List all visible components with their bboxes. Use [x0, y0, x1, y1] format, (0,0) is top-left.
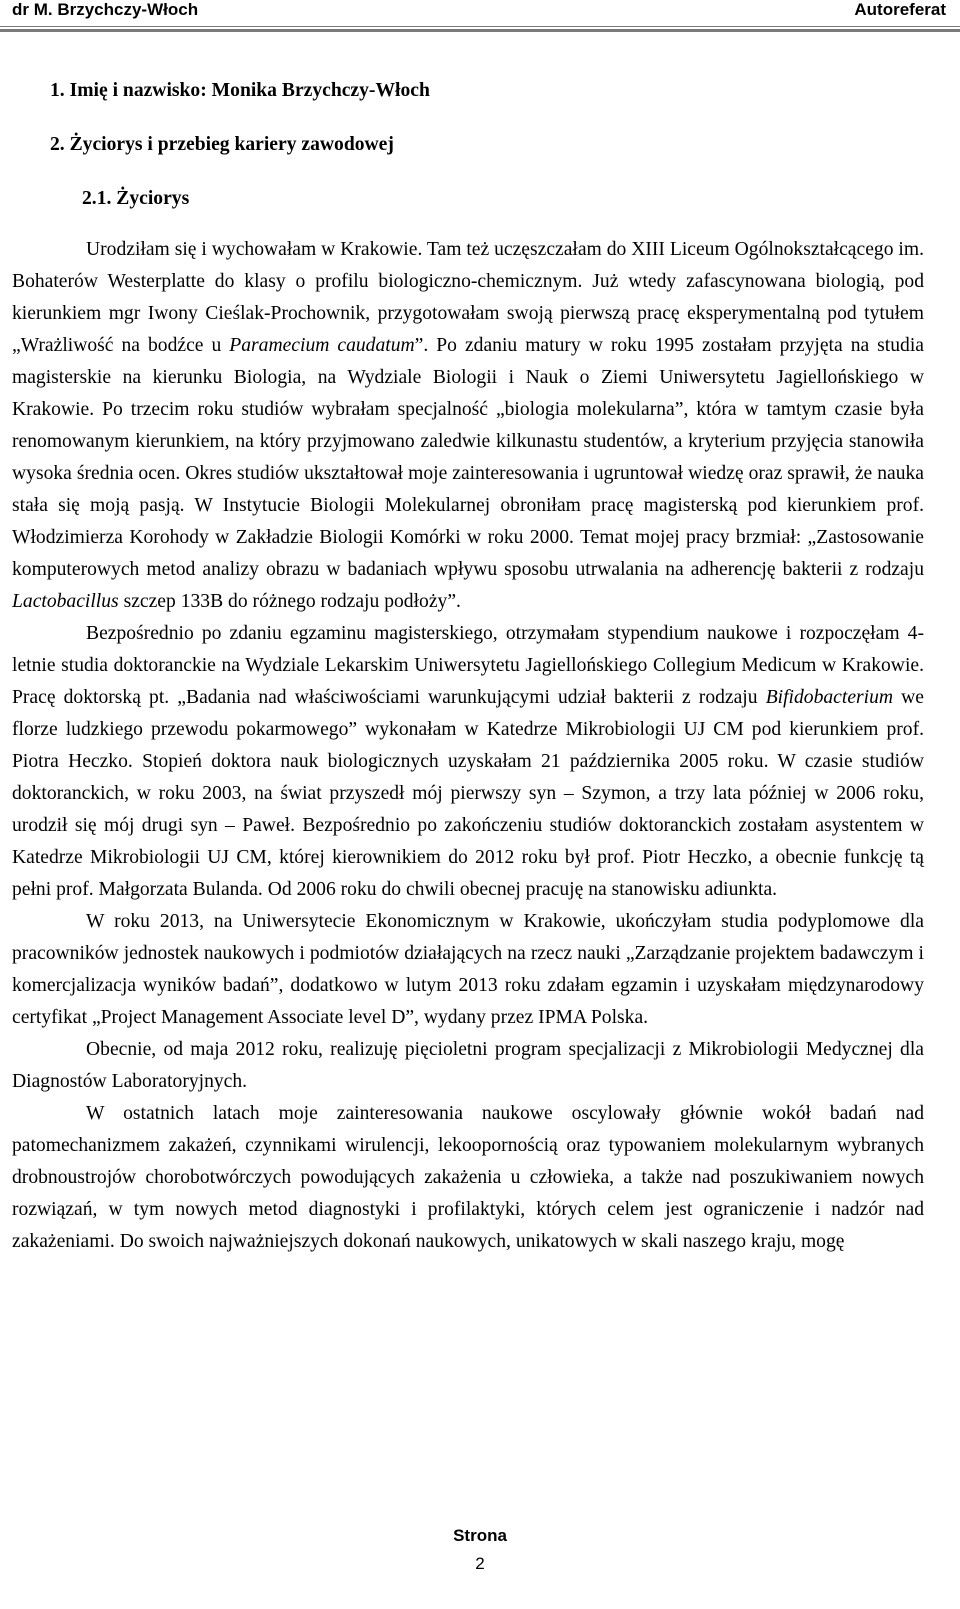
paragraph-text: W ostatnich latach moje zainteresowania naukowe oscylowały głównie wokół badań nad patomechanizmem zakażeń, czynnikami wirulencji, lekoopornością oraz typowaniem molekularnym wybranych drobnoustrojów chorobotwórczych powodujących zakażenia u człowieka, a także nad poszukiwaniem nowych rozwiązań, w tym nowych metod diagnostyki i profilaktyki, których celem jest ograniczenie i nadzór nad zakażeniami. Do swoich najważniejszych dokonań naukowych, unikatowych w skali naszego kraju, mogę: [12, 1103, 924, 1252]
paragraph-text: we florze ludzkiego przewodu pokarmowego” wykonałam w Katedrze Mikrobiologii UJ CM pod kierunkiem prof. Piotra Heczko. Stopień doktora nauk biologicznych uzyskałam 21 października 2005 roku. W czasie studiów doktoranckich, w roku 2003, na świat przyszedł mój pierwszy syn – Szymon, a trzy lata później w 2006 roku, urodził się mój drugi syn – Paweł. Bezpośrednio po zakończeniu studiów doktoranckich zostałam asystentem w Katedrze Mikrobiologii UJ CM, której kierownikiem do 2012 roku był prof. Piotr Heczko, a obecnie funkcję tą pełni prof. Małgorzata Bulanda. Od 2006 roku do chwili obecnej pracuję na stanowisku adiunkta.: [12, 687, 925, 900]
paragraph-text: Urodziłam się i wychowałam w Krakowie. Tam też uczęszczałam do XIII Liceum Ogólnokształcącego im. Bohaterów Westerplatte do klasy o profilu biologiczno-chemicznym. Już wtedy zafascynowana biologią, pod kierunkiem mgr Iwony Cieślak-Prochownik, przygotowałam swoją pierwszą pracę eksperymentalną pod tytułem „Wrażliwość na bodźce u: [12, 239, 924, 356]
species-name-italic: Lactobacillus: [12, 591, 119, 612]
paragraph-research-interests: [12, 1098, 924, 1258]
heading-career: 2. Życiorys i przebieg kariery zawodowej: [50, 134, 394, 155]
header-divider-thin: [0, 26, 960, 27]
header-divider-thick: [0, 29, 960, 32]
species-name-italic: Paramecium caudatum: [229, 335, 415, 356]
paragraph-education: [12, 234, 924, 618]
paragraph-specialization: [12, 1034, 924, 1098]
paragraph-text: Obecnie, od maja 2012 roku, realizuję pięcioletni program specjalizacji z Mikrobiologii Medycznej dla Diagnostów Laboratoryjnych.: [12, 1039, 924, 1092]
heading-name: 1. Imię i nazwisko: Monika Brzychczy-Włoch: [50, 80, 430, 101]
species-name-italic: Bifidobacterium: [765, 687, 894, 708]
paragraph-text: szczep 133B do różnego rodzaju podłoży”.: [118, 591, 461, 612]
heading-biography: 2.1. Życiorys: [82, 188, 190, 209]
page-label: Strona: [453, 1526, 507, 1545]
paragraph-doctorate: [12, 618, 924, 906]
paragraph-postgraduate: [12, 906, 924, 1034]
header-document-type: Autoreferat: [854, 0, 946, 19]
header-author: dr M. Brzychczy-Włoch: [12, 0, 199, 19]
paragraph-text: Bezpośrednio po zdaniu egzaminu magisterskiego, otrzymałam stypendium naukowe i rozpoczęłam 4-letnie studia doktoranckie na Wydziale Lekarskim Uniwersytetu Jagiellońskiego Collegium Medicum w Krakowie. Pracę doktorską pt. „Badania nad właściwościami warunkującymi udział bakterii z rodzaju: [12, 623, 924, 708]
paragraph-text: ”. Po zdaniu matury w roku 1995 zostałam przyjęta na studia magisterskie na kierunku Biologia, na Wydziale Biologii i Nauk o Ziemi Uniwersytetu Jagiellońskiego w Krakowie. Po trzecim roku studiów wybrałam specjalność „biologia molekularna”, która w tamtym czasie była renomowanym kierunkiem, na który przyjmowano zaledwie kilkunastu studentów, a kryterium przyjęcia stanowiła wysoka średnia ocen. Okres studiów ukształtował moje zainteresowania i ugruntował wiedzę oraz sprawił, że nauka stała się moją pasją. W Instytucie Biologii Molekularnej obroniłam pracę magisterską pod kierunkiem prof. Włodzimierza Korohody w Zakładzie Biologii Komórki w roku 2000. Temat mojej pracy brzmiał: „Zastosowanie komputerowych metod analizy obrazu w badaniach wpływu sposobu utrwalania na adherencję bakterii z rodzaju: [12, 335, 924, 580]
page-footer: [0, 1522, 960, 1578]
page-number: 2: [475, 1554, 485, 1573]
running-header: [0, 0, 960, 24]
paragraph-text: W roku 2013, na Uniwersytecie Ekonomicznym w Krakowie, ukończyłam studia podyplomowe dla pracowników jednostek naukowych i podmiotów działających na rzecz nauki „Zarządzanie projektem badawczym i komercjalizacja wyników badań”, dodatkowo w lutym 2013 roku zdałam egzamin i uzyskałam międzynarodowy certyfikat „Project Management Associate level D”, wydany przez IPMA Polska.: [12, 911, 924, 1028]
page-body: [12, 72, 924, 1258]
